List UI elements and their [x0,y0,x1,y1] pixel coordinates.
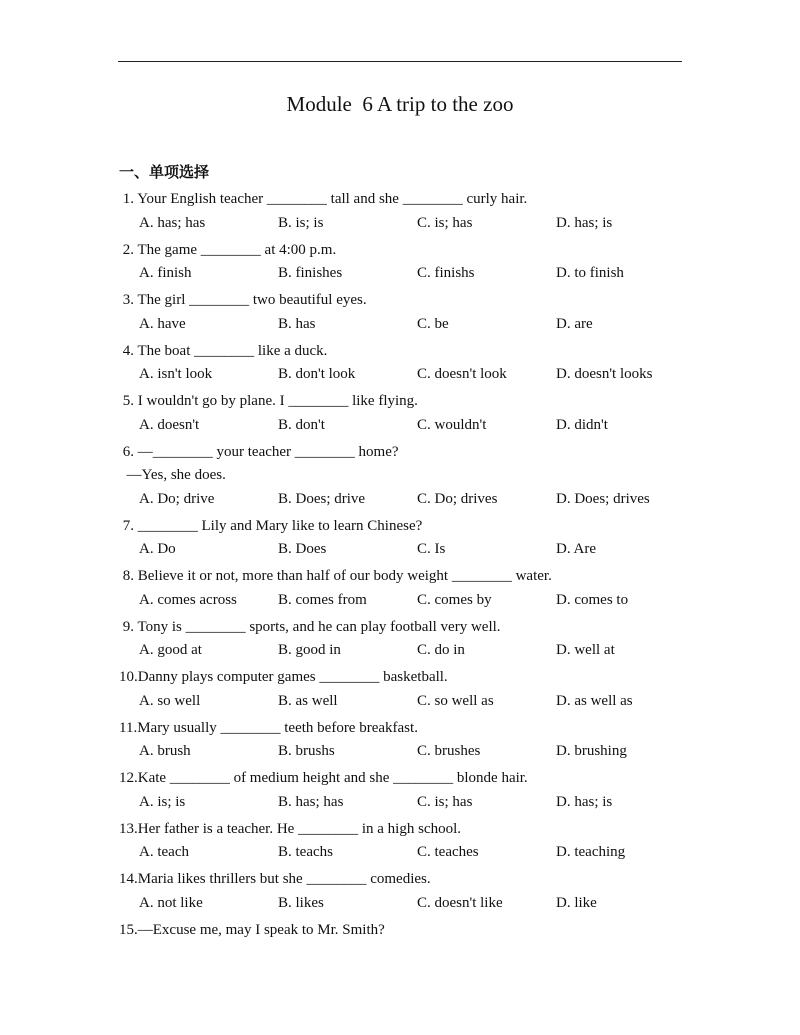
question-stem: 14.Maria likes thrillers but she ________ comedies. [119,871,431,887]
option-d: D. to finish [556,265,624,281]
question-item [119,768,699,819]
option-d: D. Does; drives [556,490,650,507]
question-stem-continued: —Yes, she does. [119,467,226,483]
question-item [119,516,699,567]
option-c: C. doesn't like [417,894,503,911]
question-stem: 2. The game ________ at 4:00 p.m. [119,241,337,258]
question-item [119,718,699,769]
page-title: Module 6 A trip to the zoo [286,92,514,116]
question-stem: 12.Kate ________ of medium height and she ________ blonde hair. [119,770,528,786]
option-a: A. doesn't [139,416,200,433]
question-item [119,667,699,718]
option-a: A. have [139,315,186,332]
option-d: D. Are [556,541,596,557]
header-rule [118,61,682,62]
option-c: C. Do; drives [417,490,498,507]
question-list [119,189,699,943]
question-item [119,617,699,668]
option-c: C. finishs [417,265,475,281]
option-b: B. don't look [278,366,356,382]
option-d: D. doesn't looks [556,366,653,382]
option-d: D. has; is [556,214,613,231]
option-a: A. brush [139,743,191,759]
option-b: B. good in [278,642,341,658]
option-a: A. teach [139,844,189,860]
answer-options [119,691,699,718]
option-c: C. do in [417,642,465,658]
question-stem: 5. I wouldn't go by plane. I ________ like flying. [119,393,418,409]
option-c: C. so well as [417,692,494,709]
question-item [119,566,699,617]
option-a: A. has; has [139,214,206,231]
option-d: D. as well as [556,692,633,709]
option-b: B. is; is [278,214,324,231]
question-stem: 8. Believe it or not, more than half of our body weight ________ water. [119,568,552,584]
option-b: B. has; has [278,793,344,810]
question-item [119,391,699,442]
option-a: A. is; is [139,793,186,810]
option-b: B. Does [278,541,327,557]
question-stem: 7. ________ Lily and Mary like to learn Chinese? [119,517,423,534]
question-stem: 1. Your English teacher ________ tall and she ________ curly hair. [119,191,528,207]
answer-options [119,539,699,566]
option-c: C. brushes [417,743,481,759]
option-d: D. didn't [556,416,608,433]
option-b: B. as well [278,692,338,709]
answer-options [119,364,699,391]
question-item [119,189,699,240]
option-c: C. is; has [417,214,473,231]
option-b: B. has [278,315,316,332]
option-a: A. comes across [139,591,237,608]
option-c: C. wouldn't [417,416,487,433]
answer-options [119,489,699,516]
option-d: D. comes to [556,591,629,608]
option-a: A. Do; drive [139,490,215,507]
question-stem: 3. The girl ________ two beautiful eyes. [119,292,367,308]
question-item [119,869,699,920]
option-c: C. doesn't look [417,366,507,382]
option-d: D. brushing [556,743,627,759]
option-c: C. teaches [417,844,479,860]
answer-options [119,263,699,290]
answer-options [119,842,699,869]
question-stem: 15.—Excuse me, may I speak to Mr. Smith? [119,921,385,938]
option-d: D. teaching [556,844,626,860]
answer-options [119,893,699,920]
question-item [119,341,699,392]
question-stem: 4. The boat ________ like a duck. [119,342,328,359]
question-item [119,819,699,870]
answer-options [119,314,699,341]
answer-options [119,213,699,240]
option-a: A. so well [139,692,201,709]
question-stem: 13.Her father is a teacher. He ________ in a high school. [119,820,461,837]
option-a: A. finish [139,265,192,281]
answer-options [119,792,699,819]
question-stem: 10.Danny plays computer games ________ basketball. [119,669,448,685]
option-c: C. is; has [417,793,473,810]
option-c: C. comes by [417,591,492,608]
option-a: A. not like [139,894,203,911]
question-item [119,240,699,291]
option-b: B. teachs [278,844,333,860]
option-b: B. Does; drive [278,490,366,507]
question-stem: 9. Tony is ________ sports, and he can play football very well. [119,618,501,635]
option-b: B. brushs [278,743,335,759]
option-d: D. has; is [556,793,613,810]
question-stem: 11.Mary usually ________ teeth before breakfast. [119,719,418,736]
option-d: D. well at [556,642,615,658]
option-b: B. comes from [278,591,367,608]
section-heading: 一、单项选择 [119,163,210,181]
option-c: C. Is [417,541,446,557]
option-a: A. Do [139,541,176,557]
question-stem: 6. —________ your teacher ________ home? [119,443,399,460]
question-item [119,290,699,341]
answer-options [119,415,699,442]
option-b: B. don't [278,416,325,433]
answer-options [119,640,699,667]
question-item [119,920,699,944]
option-c: C. be [417,315,449,332]
option-b: B. finishes [278,265,343,281]
question-item [119,442,699,516]
option-d: D. like [556,894,597,911]
answer-options [119,590,699,617]
option-d: D. are [556,315,593,332]
option-b: B. likes [278,894,324,911]
option-a: A. isn't look [139,366,213,382]
answer-options [119,741,699,768]
option-a: A. good at [139,642,202,658]
